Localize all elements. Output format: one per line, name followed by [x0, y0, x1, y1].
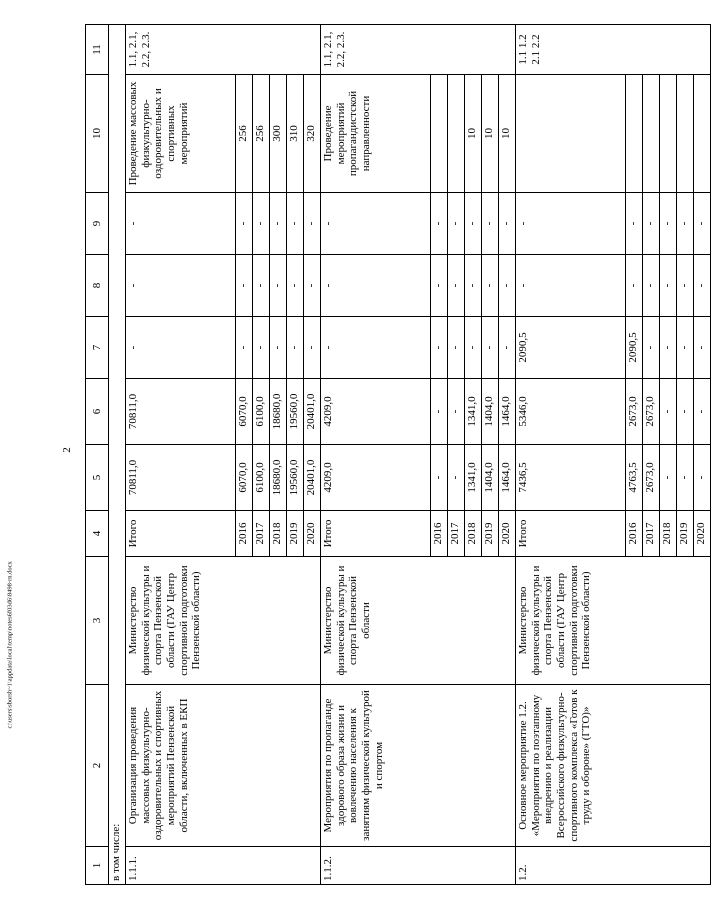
item-number: 1.1.2.: [321, 847, 516, 885]
column-number-8: 8: [86, 255, 109, 317]
year-cell: 2016: [431, 511, 448, 557]
value-c9: -: [304, 193, 321, 255]
year-cell: 2018: [465, 511, 482, 557]
item-name: Мероприятия по пропаганде здорового образа жизни и вовлечению населения к занятиям физической культурой и спортом: [321, 685, 516, 847]
value-c5: -: [677, 445, 694, 511]
value-c7: -: [236, 317, 253, 379]
column-number-3: 3: [86, 557, 109, 685]
total-c6: 4209,0: [321, 379, 431, 445]
value-c5: 1341,0: [465, 445, 482, 511]
item-executor: Министерство физической культуры и спорта Пензенской области (ГАУ Центр спортивной подготовки Пензенской области): [516, 557, 711, 685]
total-c6: 70811,0: [126, 379, 236, 445]
column-number-2: 2: [86, 685, 109, 847]
column-number-11: 11: [86, 25, 109, 75]
value-c9: -: [499, 193, 516, 255]
total-c6: 5346,0: [516, 379, 626, 445]
value-c7: -: [677, 317, 694, 379]
item-indicator: Проведение мероприятий пропагандистской направленности: [321, 75, 431, 193]
value-c8: -: [499, 255, 516, 317]
column-number-5: 5: [86, 445, 109, 511]
value-c6: 1341,0: [465, 379, 482, 445]
value-c8: -: [304, 255, 321, 317]
total-c8: -: [516, 255, 626, 317]
total-c8: -: [126, 255, 236, 317]
total-c7: -: [321, 317, 431, 379]
year-cell: 2020: [304, 511, 321, 557]
indicator-value: [643, 75, 660, 193]
item-number: 1.2.: [516, 847, 711, 885]
block-total-row: [126, 25, 236, 885]
item-name: Основное мероприятие 1.2. «Мероприятия по поэтапному внедрению и реализации Всероссийского физкультурно-спортивного комплекса «Готов к труду и обороне» (ГТО)»: [516, 685, 711, 847]
value-c5: 4763,5: [626, 445, 643, 511]
value-c9: -: [694, 193, 711, 255]
value-c6: 18680,0: [270, 379, 287, 445]
value-c8: -: [236, 255, 253, 317]
value-c5: 20401,0: [304, 445, 321, 511]
program-table-frame: [85, 25, 707, 885]
item-executor: Министерство физической культуры и спорта Пензенской области: [321, 557, 516, 685]
page-number: 2: [60, 447, 73, 453]
value-c6: 2673,0: [626, 379, 643, 445]
value-c6: 6070,0: [236, 379, 253, 445]
value-c7: -: [694, 317, 711, 379]
total-year: Итого: [516, 511, 626, 557]
value-c9: -: [236, 193, 253, 255]
value-c7: -: [482, 317, 499, 379]
indicator-value: [677, 75, 694, 193]
total-c5: 4209,0: [321, 445, 431, 511]
total-c7: 2090,5: [516, 317, 626, 379]
total-c9: -: [126, 193, 236, 255]
value-c6: 1404,0: [482, 379, 499, 445]
value-c7: -: [287, 317, 304, 379]
value-c6: 20401,0: [304, 379, 321, 445]
indicator-value: [448, 75, 465, 193]
value-c9: -: [270, 193, 287, 255]
column-number-7: 7: [86, 317, 109, 379]
value-c8: -: [677, 255, 694, 317]
year-cell: 2017: [643, 511, 660, 557]
indicator-value: 256: [236, 75, 253, 193]
year-cell: 2020: [499, 511, 516, 557]
value-c9: -: [431, 193, 448, 255]
value-c8: -: [253, 255, 270, 317]
value-c6: 1464,0: [499, 379, 516, 445]
value-c6: -: [660, 379, 677, 445]
value-c5: 19560,0: [287, 445, 304, 511]
total-c7: -: [126, 317, 236, 379]
value-c9: -: [465, 193, 482, 255]
item-targets: 1.1 1.2 2.1 2.2: [516, 25, 711, 75]
value-c8: -: [287, 255, 304, 317]
value-c5: -: [694, 445, 711, 511]
note-row: [109, 25, 126, 885]
indicator-value: 10: [499, 75, 516, 193]
value-c8: -: [431, 255, 448, 317]
value-c7: -: [448, 317, 465, 379]
value-c6: 19560,0: [287, 379, 304, 445]
column-number-4: 4: [86, 511, 109, 557]
total-c5: 70811,0: [126, 445, 236, 511]
item-indicator: [516, 75, 626, 193]
value-c5: 18680,0: [270, 445, 287, 511]
total-year: Итого: [126, 511, 236, 557]
indicator-value: 310: [287, 75, 304, 193]
column-number-6: 6: [86, 379, 109, 445]
value-c5: 1404,0: [482, 445, 499, 511]
value-c7: -: [431, 317, 448, 379]
indicator-value: [694, 75, 711, 193]
value-c5: 1464,0: [499, 445, 516, 511]
year-cell: 2017: [448, 511, 465, 557]
value-c6: 2673,0: [643, 379, 660, 445]
total-c9: -: [321, 193, 431, 255]
value-c6: -: [448, 379, 465, 445]
indicator-value: 320: [304, 75, 321, 193]
total-c9: -: [516, 193, 626, 255]
value-c8: -: [643, 255, 660, 317]
file-path: c:\users\sborsh~1\appdata\local\temp\notes6f03d6\8498-rn.docx: [6, 561, 14, 729]
total-c8: -: [321, 255, 431, 317]
year-cell: 2018: [270, 511, 287, 557]
item-targets: 1.1, 2.1, 2.2, 2.3.: [321, 25, 516, 75]
note-cell: в том числе:: [109, 25, 126, 885]
value-c7: -: [643, 317, 660, 379]
year-cell: 2016: [236, 511, 253, 557]
block-total-row: [321, 25, 431, 885]
value-c9: -: [626, 193, 643, 255]
column-number-row: [86, 25, 109, 885]
total-c5: 7436,5: [516, 445, 626, 511]
column-number-10: 10: [86, 75, 109, 193]
year-cell: 2019: [287, 511, 304, 557]
value-c8: -: [660, 255, 677, 317]
value-c9: -: [448, 193, 465, 255]
value-c9: -: [482, 193, 499, 255]
year-cell: 2019: [677, 511, 694, 557]
value-c5: 6100,0: [253, 445, 270, 511]
value-c9: -: [660, 193, 677, 255]
year-cell: 2019: [482, 511, 499, 557]
value-c9: -: [287, 193, 304, 255]
item-executor: Министерство физической культуры и спорта Пензенской области (ГАУ Центр спортивной подготовки Пензенской области): [126, 557, 321, 685]
value-c6: -: [694, 379, 711, 445]
value-c6: -: [431, 379, 448, 445]
value-c5: -: [448, 445, 465, 511]
value-c7: -: [499, 317, 516, 379]
item-indicator: Проведение массовых физкультурно-оздоровительных и спортивных мероприятий: [126, 75, 236, 193]
year-cell: 2017: [253, 511, 270, 557]
value-c7: 2090,5: [626, 317, 643, 379]
indicator-value: [626, 75, 643, 193]
value-c7: -: [253, 317, 270, 379]
value-c7: -: [465, 317, 482, 379]
value-c8: -: [465, 255, 482, 317]
block-total-row: [516, 25, 626, 885]
value-c9: -: [253, 193, 270, 255]
value-c9: -: [677, 193, 694, 255]
item-name: Организация проведения массовых физкультурно-оздоровительных и спортивных мероприятий Пензенской области, включенных в ЕКП: [126, 685, 321, 847]
indicator-value: [431, 75, 448, 193]
value-c7: -: [304, 317, 321, 379]
year-cell: 2016: [626, 511, 643, 557]
indicator-value: 10: [465, 75, 482, 193]
year-cell: 2020: [694, 511, 711, 557]
total-year: Итого: [321, 511, 431, 557]
value-c6: -: [677, 379, 694, 445]
value-c5: 6070,0: [236, 445, 253, 511]
value-c5: -: [431, 445, 448, 511]
value-c8: -: [482, 255, 499, 317]
column-number-9: 9: [86, 193, 109, 255]
value-c9: -: [643, 193, 660, 255]
value-c8: -: [448, 255, 465, 317]
year-cell: 2018: [660, 511, 677, 557]
indicator-value: [660, 75, 677, 193]
value-c5: -: [660, 445, 677, 511]
value-c8: -: [694, 255, 711, 317]
program-table: [85, 24, 711, 885]
item-targets: 1.1, 2.1, 2.2, 2.3.: [126, 25, 321, 75]
value-c7: -: [270, 317, 287, 379]
value-c5: 2673,0: [643, 445, 660, 511]
value-c7: -: [660, 317, 677, 379]
value-c6: 6100,0: [253, 379, 270, 445]
value-c8: -: [270, 255, 287, 317]
column-number-1: 1: [86, 847, 109, 885]
indicator-value: 300: [270, 75, 287, 193]
value-c8: -: [626, 255, 643, 317]
item-number: 1.1.1.: [126, 847, 321, 885]
indicator-value: 256: [253, 75, 270, 193]
indicator-value: 10: [482, 75, 499, 193]
